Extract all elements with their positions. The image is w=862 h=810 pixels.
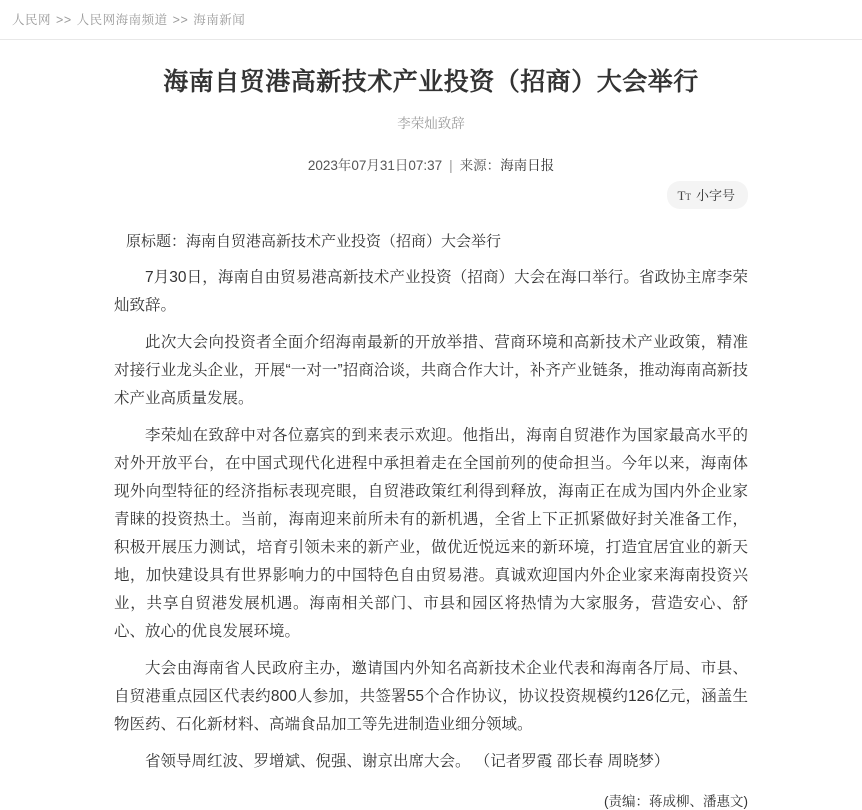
paragraph: 大会由海南省人民政府主办，邀请国内外知名高新技术企业代表和海南各厅局、市县、自贸港重点园区代表约800人参加，共签署55个合作协议，协议投资规模约126亿元，涵盖生物医药、石化新材料、高端食品加工等先进制造业细分领域。 xyxy=(114,659,748,733)
breadcrumb-separator: >> xyxy=(172,13,189,27)
paragraph: 省领导周红波、罗增斌、倪强、谢京出席大会。 （记者罗霞 邵长春 周晓梦） xyxy=(145,752,670,770)
article-subtitle: 李荣灿致辞 xyxy=(397,115,465,131)
breadcrumb-link-hainan-news[interactable]: 海南新闻 xyxy=(193,13,246,27)
breadcrumb-link-peoples-daily[interactable]: 人民网 xyxy=(12,13,52,27)
font-size-button[interactable] xyxy=(667,181,748,209)
original-title-line: 原标题：海南自贸港高新技术产业投资（招商）大会举行 xyxy=(126,232,502,250)
breadcrumb-link-hainan-channel[interactable]: 人民网海南频道 xyxy=(76,13,168,27)
paragraph: 7月30日，海南自由贸易港高新技术产业投资（招商）大会在海口举行。省政协主席李荣灿致辞。 xyxy=(114,268,748,314)
paragraph: 李荣灿在致辞中对各位嘉宾的到来表示欢迎。他指出，海南自贸港作为国家最高水平的对外开放平台，在中国式现代化进程中承担着走在全国前列的使命担当。今年以来，海南体现外向型特征的经济指标表现亮眼，自贸港政策红利得到释放，海南正在成为国内外企业家青睐的投资热土。当前，海南迎来前所未有的新机遇，全省上下正抓紧做好封关准备工作，积极开展压力测试，培育引领未来的新产业，做优近悦远来的新环境，打造宜居宜业的新天地，加快建设具有世界影响力的中国特色自由贸易港。真诚欢迎国内外企业家来海南投资兴业，共享自贸港发展机遇。海南相关部门、市县和园区将热情为大家服务，营造安心、舒心、放心的优良发展环境。 xyxy=(114,426,748,640)
article-body xyxy=(114,264,748,776)
breadcrumb xyxy=(12,10,850,28)
header-divider xyxy=(0,39,862,40)
source-label: 来源： xyxy=(459,157,501,173)
font-size-label: 小字号 xyxy=(695,187,735,203)
breadcrumb-separator: >> xyxy=(56,13,72,27)
editor-credit: (责编：蒋成柳、潘惠文) xyxy=(604,793,748,809)
article-toolbar xyxy=(114,181,748,209)
article xyxy=(114,66,748,810)
font-size-icon: TT xyxy=(677,187,691,203)
page-title: 海南自贸港高新技术产业投资（招商）大会举行 xyxy=(163,68,699,96)
source-link[interactable]: 海南日报 xyxy=(500,157,555,173)
publish-date: 2023年07月31日07:37 xyxy=(307,157,443,173)
breadcrumb-bar xyxy=(0,0,862,39)
article-meta xyxy=(114,154,748,174)
meta-separator: | xyxy=(449,157,453,173)
paragraph: 此次大会向投资者全面介绍海南最新的开放举措、营商环境和高新技术产业政策，精准对接行业龙头企业，开展“一对一”招商洽谈，共商合作大计，补齐产业链条，推动海南高新技术产业高质量发展。 xyxy=(114,333,748,407)
